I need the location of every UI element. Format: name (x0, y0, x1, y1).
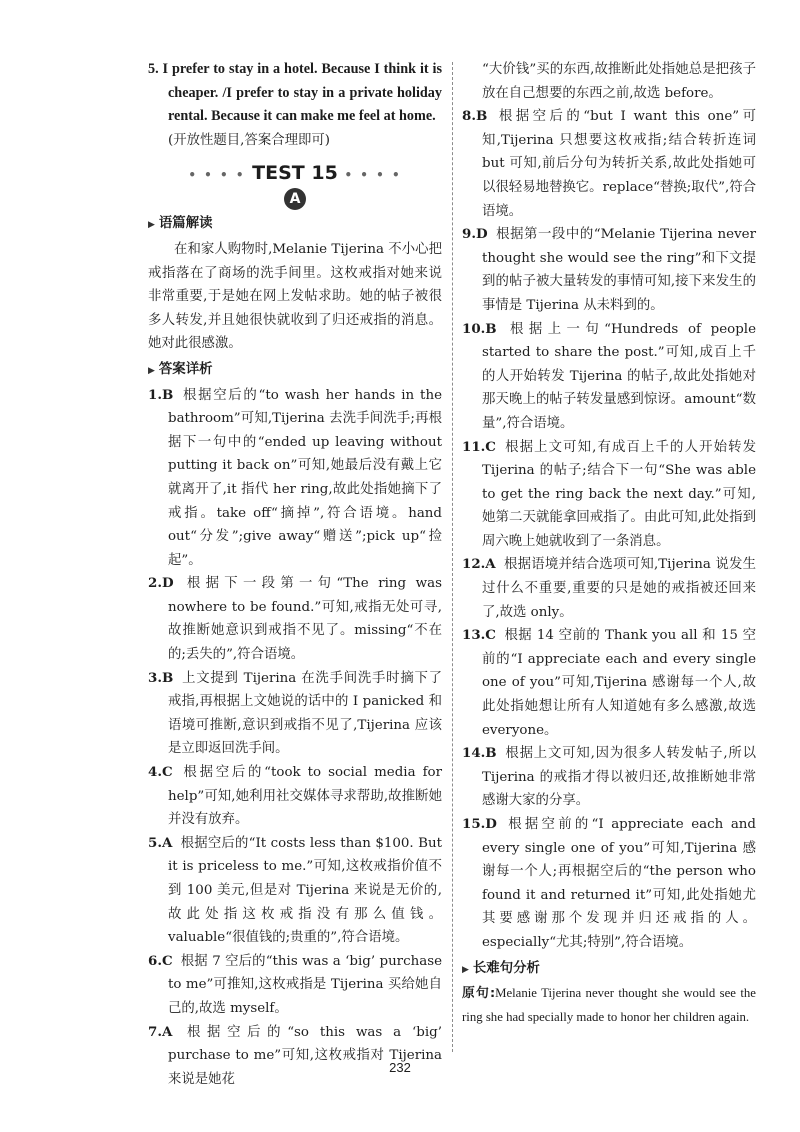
answer-item (148, 761, 442, 832)
answer-explanation: 根据空后的“took to social media for help”可知,她利用社交媒体寻求帮助,故推断她并没有放弃。 (168, 765, 442, 828)
answer-explanation: 根据 14 空前的 Thank you all 和 15 空前的“I appreciate each and every single one of you”可知,Tijerina 感谢每一个人,故此处指她想让所有人知道她有多么感激,故选 everyone。 (482, 628, 756, 738)
answer-item (462, 436, 756, 554)
answer-item (462, 223, 756, 317)
answer-number: 4. (148, 764, 162, 781)
answer-number: 1. (148, 386, 162, 403)
answer-letter: A (485, 556, 496, 573)
answer-letter: D (485, 816, 497, 832)
answer-explanation: 根据 7 空后的“this was a ‘big’ purchase to me”可推知,这枚戒指是 Tijerina 买给她自己的,故选 myself。 (168, 953, 442, 1016)
answer-item (462, 318, 756, 436)
answer-letter: B (485, 320, 497, 337)
answer-letter: B (161, 669, 174, 686)
section-heading-answers (148, 358, 442, 384)
answer-letter: B (161, 386, 174, 403)
answer-number: 5. (148, 834, 162, 851)
answer-explanation: 根据上一句“Hundreds of people started to share the post.”可知,成百上千的人开始转发 Tijerina 的帖子,故此处指她对那天晚上的帖子转发量感到惊讶。amount“数量”,符合语境。 (482, 321, 756, 431)
answer-letter: D (475, 226, 488, 243)
test-title: TEST 15 (252, 162, 338, 185)
answer-number: 2. (148, 575, 162, 592)
answer-item (148, 572, 442, 666)
answer-explanation: 根据空后的“so this was a ‘big’ purchase to me”可知,这枚戒指对 Tijerina 来说是她花 (168, 1024, 442, 1087)
answer-continuation: “大价钱”买的东西,故推断此处指她总是把孩子放在自己想要的东西之前,故选 before。 (482, 62, 756, 101)
answer-number: 8. (462, 108, 476, 125)
answer-explanation: 根据第一段中的“Melanie Tijerina never thought she would see the ring”和下文提到的帖子被大量转发的事情可知,接下来发生的事情是 Tijerina 从未料到的。 (482, 227, 756, 313)
answer-letter: C (161, 764, 173, 781)
original-sentence (462, 982, 756, 1029)
answer-number: 9. (462, 226, 476, 243)
answer-letter: C (485, 627, 496, 644)
answer-letter: C (161, 952, 173, 969)
answer-item (148, 832, 442, 950)
section-heading-passage (148, 212, 442, 238)
arrow-icon: ▶ (148, 220, 155, 231)
test-dots-left: • • • • (188, 168, 246, 183)
arrow-icon: ▶ (148, 365, 155, 376)
answer-item (148, 667, 442, 761)
answer-item (462, 553, 756, 624)
section-heading-label: 语篇解读 (158, 216, 213, 232)
test-dots-right: • • • • (344, 168, 402, 183)
answer-item (148, 384, 442, 573)
answer-explanation: 根据上文可知,因为很多人转发帖子,所以 Tijerina 的戒指才得以被归还,故推断她非常感谢大家的分享。 (482, 746, 756, 809)
answer-explanation: 根据空后的“but I want this one”可知,Tijerina 只想要这枚戒指;结合转折连词 but 可知,前后分句为转折关系,故此处指她可以很轻易地替换它。replace“替换;取代”,符合语境。 (482, 109, 756, 219)
answer-number: 11. (462, 438, 486, 455)
passage-summary: 在和家人购物时,Melanie Tijerina 不小心把戒指落在了商场的洗手间里。这枚戒指对她来说非常重要,于是她在网上发帖求助。她的帖子被很多人转发,并且她很快就收到了归还戒指的消息。她对此很感激。 (148, 241, 442, 352)
test-heading (148, 160, 442, 188)
answer-explanation: 根据空后的“It costs less than $100. But it is priceless to me.”可知,这枚戒指价值不到 100 美元,但是对 Tijerina 来说是无价的,故此处指这枚戒指没有那么值钱。valuable“很值钱的;贵重的”,符合语境。 (168, 835, 442, 946)
section-badge: A (284, 188, 306, 210)
answer-item (462, 813, 756, 955)
answer-item (148, 1021, 442, 1092)
answer-letter: B (485, 745, 497, 762)
answer-item (148, 950, 442, 1021)
answer-item (462, 105, 756, 223)
column-divider (452, 62, 453, 1052)
answer-item (462, 624, 756, 742)
answer-number: 12. (462, 556, 486, 573)
left-column (148, 58, 442, 1091)
original-sentence-text: Melanie Tijerina never thought she would see the ring she had specially made to honor her children again. (462, 986, 756, 1024)
section-heading-label: 长难句分析 (472, 960, 540, 976)
arrow-icon: ▶ (462, 964, 469, 975)
answer-letter: D (161, 575, 174, 592)
answer-explanation: 根据上文可知,有成百上千的人开始转发 Tijerina 的帖子;结合下一句“She was able to get the ring back the next day.”可知,她第二天就能拿回戒指了。由此可知,此处指到周六晚上她就收到了一条消息。 (482, 439, 756, 549)
answer-number: 7. (148, 1023, 162, 1040)
answer-explanation: 根据下一段第一句“The ring was nowhere to be found.”可知,戒指无处可寻,故推断她意识到戒指不见了。missing“不在的;丢失的”,符合语境。 (168, 576, 442, 663)
answer-letter: A (161, 1023, 173, 1040)
answer-number: 6. (148, 952, 162, 969)
section-heading-sentence-analysis (462, 957, 756, 983)
answer-explanation: 根据空后的“to wash her hands in the bathroom”可知,Tijerina 去洗手间洗手;再根据下一句中的“ended up leaving without putting it back on”可知,她最后没有戴上它就离开了,it 指代 her ring,故此处指她摘下了戒指。take off“摘掉”,符合语境。hand out“分发”;give away“赠送”;pick up“捡起”。 (168, 387, 442, 568)
answer-number: 15. (462, 816, 486, 832)
answer-letter: A (161, 834, 173, 851)
page-number: 232 (389, 1060, 411, 1075)
item5-note: (开放性题目,答案合理即可) (168, 132, 331, 148)
answer-explanation: 上文提到 Tijerina 在洗手间洗手时摘下了戒指,再根据上文她说的话中的 I panicked 和语境可推断,意识到戒指不见了,Tijerina 应该是立即返回洗手间。 (168, 670, 442, 757)
answer-item (462, 742, 756, 813)
right-column (462, 58, 756, 1029)
answer-letter: B (475, 108, 488, 125)
answer-explanation: 根据空前的“I appreciate each and every single one of you”可知,Tijerina 感谢每一个人;再根据空后的“the person who found it and returned it”可知,此处指她尤其要感谢那个发现并归还戒指的人。especially“尤其;特别”,符合语境。 (482, 817, 756, 950)
item5-text: 5. I prefer to stay in a hotel. Because I think it is cheaper. /I prefer to stay in a private holiday rental. Because it can make me feel at home. (148, 61, 442, 125)
answer-number: 13. (462, 627, 486, 644)
answer-explanation: 根据语境并结合选项可知,Tijerina 说发生过什么不重要,重要的只是她的戒指被还回来了,故选 only。 (482, 557, 756, 620)
answer-number: 3. (148, 669, 162, 686)
answer-number: 14. (462, 745, 486, 762)
answer-item-5 (148, 58, 442, 152)
answer-number: 10. (462, 320, 486, 337)
answer-letter: C (485, 438, 496, 455)
section-heading-label: 答案详析 (158, 361, 213, 377)
original-sentence-label: 原句: (462, 986, 496, 1002)
